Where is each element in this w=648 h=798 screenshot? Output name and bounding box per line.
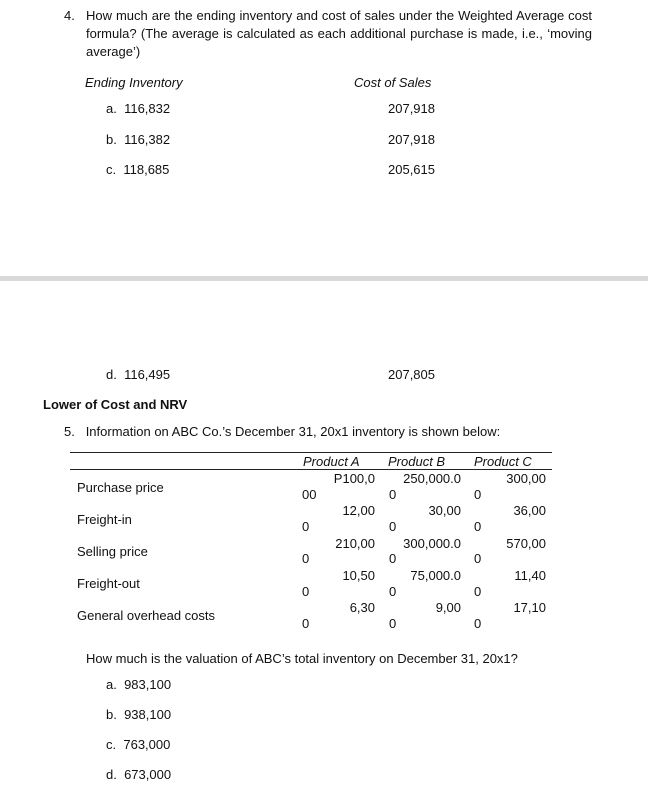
q4-option-a [106,101,170,116]
cell-a-line1: 210,00 [335,536,375,551]
cell-a-line1: 12,00 [342,503,375,518]
cell-c-line1: 17,10 [513,600,546,615]
option-letter: a. [106,677,117,692]
option-value: 938,100 [124,707,172,722]
cell-a-line1: 10,50 [342,568,375,583]
option-ending-inventory: 116,495 [124,367,171,382]
cell-a-line2: 00 [302,487,317,502]
cell-a-line2: 0 [302,519,310,534]
cell-a-line2: 0 [302,551,310,566]
row-label-selling-price: Selling price [77,544,148,559]
cell-c-line2: 0 [474,519,482,534]
cell-b-line2: 0 [389,519,397,534]
cell-b-line1: 300,000.0 [403,536,461,551]
cost-of-sales-header: Cost of Sales [354,75,432,90]
cell-b-line2: 0 [389,487,397,502]
option-letter: a. [106,101,117,116]
cell-c-line1: 300,00 [506,471,546,486]
cell-a-line1: 6,30 [349,600,375,615]
header-product-c: Product C [474,454,532,469]
cell-a-line2: 0 [302,616,310,631]
row-label-freight-out: Freight-out [77,576,140,591]
question-5-text: How much is the valuation of ABC’s total inventory on December 31, 20x1? [86,651,518,666]
question-5-intro-text: Information on ABC Co.’s December 31, 20x1 inventory is shown below: [85,424,501,439]
option-letter: d. [106,767,117,782]
section-title: Lower of Cost and NRV [43,397,188,412]
page-break-divider [0,276,648,281]
option-ending-inventory: 116,382 [124,132,171,147]
question-4 [64,7,592,61]
cell-c-line1: 11,40 [514,568,546,583]
option-letter: b. [106,707,117,722]
cell-c-line2: 0 [474,487,482,502]
cell-c-line2: 0 [474,616,482,631]
cell-b-line1: 75,000.0 [410,568,461,583]
option-value: 673,000 [124,767,172,782]
q4-option-d-cost: 207,805 [388,367,435,382]
cell-b-line2: 0 [389,616,397,631]
option-letter: c. [106,162,117,177]
option-letter: d. [106,367,117,382]
cell-b-line1: 9,00 [435,600,461,615]
q4-option-b [106,132,170,147]
q4-option-b-cost: 207,918 [388,132,435,147]
option-ending-inventory: 116,832 [124,101,171,116]
q5-option-b [106,707,171,722]
question-5-intro [64,424,500,439]
option-ending-inventory: 118,685 [123,162,170,177]
cell-b-line1: 250,000.0 [403,471,461,486]
row-label-general-overhead: General overhead costs [77,608,216,623]
cell-c-line1: 36,00 [513,503,546,518]
cell-c-line2: 0 [474,551,482,566]
ending-inventory-header: Ending Inventory [85,75,183,90]
cell-b-line2: 0 [389,584,397,599]
question-4-number: 4. [64,8,75,23]
option-letter: b. [106,132,117,147]
q4-option-a-cost: 207,918 [388,101,435,116]
header-product-b: Product B [388,454,446,469]
q4-option-c [106,162,169,177]
cell-c-line1: 570,00 [506,536,546,551]
header-product-a: Product A [303,454,360,469]
option-value: 983,100 [124,677,172,692]
q4-option-d [106,367,170,382]
q5-option-d [106,767,171,782]
cell-b-line1: 30,00 [428,503,461,518]
table-top-rule [70,452,552,453]
table-header-rule [70,469,552,470]
row-label-purchase-price: Purchase price [77,480,164,495]
cell-a-line1: P100,0 [333,471,375,486]
row-label-freight-in: Freight-in [77,512,132,527]
cell-b-line2: 0 [389,551,397,566]
q5-option-a [106,677,171,692]
q5-option-c [106,737,170,752]
q4-option-c-cost: 205,615 [388,162,435,177]
cell-c-line2: 0 [474,584,482,599]
question-4-text: How much are the ending inventory and cost of sales under the Weighted Average cost formula? (The average is calculated as each additional purchase is made, i.e., ‘moving average’) [86,8,592,59]
question-5-number: 5. [64,424,75,439]
option-value: 763,000 [123,737,171,752]
option-letter: c. [106,737,117,752]
cell-a-line2: 0 [302,584,310,599]
